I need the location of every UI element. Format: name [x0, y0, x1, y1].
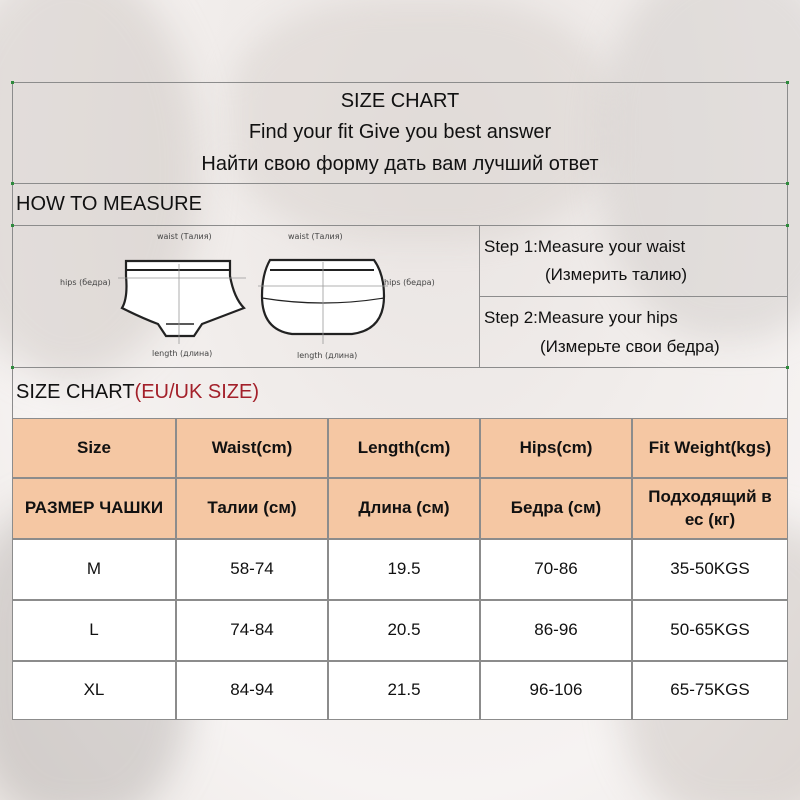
table-cell-size: XL — [13, 662, 175, 719]
frame-top-line — [12, 82, 788, 83]
table-cell-weight: 50-65KGS — [633, 601, 787, 660]
diagram-waist-label-front: waist (Талия) — [157, 232, 212, 241]
col-header-size: Size — [13, 419, 175, 477]
title-divider — [12, 183, 788, 184]
col-header-waist-ru: Талии (см) — [177, 479, 327, 538]
table-cell-size: M — [13, 540, 175, 599]
table-cell-waist: 84-94 — [177, 662, 327, 719]
briefs-illustration — [12, 226, 478, 366]
step-2-en: Step 2:Measure your hips — [484, 308, 678, 327]
col-header-length: Length(cm) — [329, 419, 479, 477]
step-1-ru: (Измерить талию) — [545, 265, 688, 284]
diagram-hips-label-back: hips (бедра) — [384, 278, 435, 287]
table-cell-hips: 96-106 — [481, 662, 631, 719]
table-cell-length: 21.5 — [329, 662, 479, 719]
step-2-ru: (Измерьте свои бедра) — [540, 337, 720, 356]
page-subtitle-en: Find your fit Give you best answer — [248, 121, 552, 143]
diagram-waist-label-back: waist (Талия) — [288, 232, 343, 241]
size-chart-heading — [16, 381, 259, 404]
table-cell-hips: 86-96 — [481, 601, 631, 660]
col-header-length-ru: Длина (см) — [329, 479, 479, 538]
table-cell-waist: 74-84 — [177, 601, 327, 660]
col-header-weight: Fit Weight(kgs) — [633, 419, 787, 477]
col-header-size-ru: РАЗМЕР ЧАШКИ — [13, 479, 175, 538]
table-cell-weight: 65-75KGS — [633, 662, 787, 719]
table-cell-hips: 70-86 — [481, 540, 631, 599]
diagram-hips-label-front: hips (бедра) — [60, 278, 111, 287]
table-cell-length: 20.5 — [329, 601, 479, 660]
table-cell-length: 19.5 — [329, 540, 479, 599]
table-cell-weight: 35-50KGS — [633, 540, 787, 599]
page-subtitle-ru: Найти свою форму дать вам лучший ответ — [201, 153, 599, 175]
col-header-hips: Hips(cm) — [481, 419, 631, 477]
steps-divider — [479, 296, 788, 297]
diagram-length-label-back: length (длина) — [297, 351, 358, 360]
size-chart-heading-text: SIZE CHART — [16, 381, 135, 403]
size-chart-heading-suffix: (EU/UK SIZE) — [134, 381, 259, 403]
col-header-hips-ru: Бедра (см) — [481, 479, 631, 538]
page-title: SIZE CHART — [340, 90, 460, 112]
table-cell-waist: 58-74 — [177, 540, 327, 599]
diagram-bottom-divider — [12, 367, 788, 368]
col-header-weight-ru: Подходящий в ес (кг) — [633, 479, 787, 538]
diagram-length-label-front: length (длина) — [152, 349, 213, 358]
how-to-measure-heading: HOW TO MEASURE — [16, 193, 202, 215]
step-1-en: Step 1:Measure your waist — [484, 237, 686, 256]
table-cell-size: L — [13, 601, 175, 660]
col-header-waist: Waist(cm) — [177, 419, 327, 477]
measure-diagram — [12, 226, 478, 366]
